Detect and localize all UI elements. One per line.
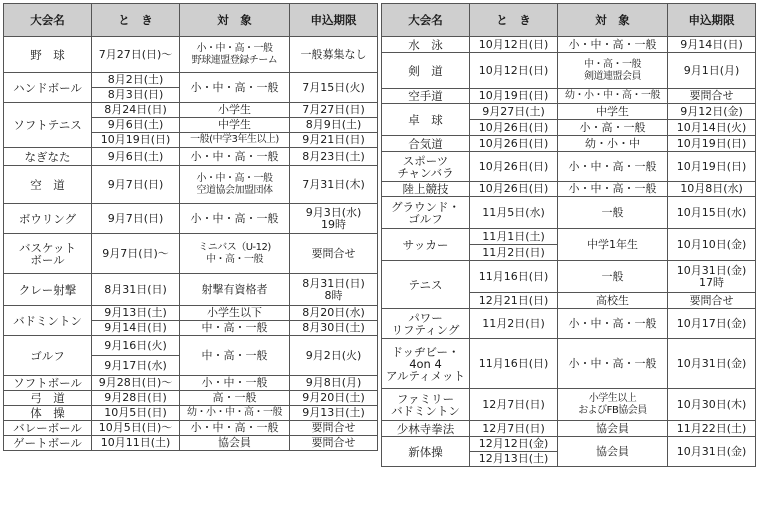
target-cell: 幼・小・中・高・一般 — [180, 406, 290, 421]
schedule-table-right — [381, 3, 756, 467]
deadline-cell: 一般募集なし — [290, 37, 378, 73]
deadline-cell: 9月1日(月) — [668, 53, 756, 89]
table-row — [4, 234, 378, 274]
deadline-cell: 10月8日(水) — [668, 182, 756, 197]
table-row — [382, 421, 756, 437]
deadline-cell: 9月3日(水) 19時 — [290, 204, 378, 234]
date-cell: 9月13日(土) — [92, 306, 180, 321]
target-cell: ミニバス（U-12) 中・高・一般 — [180, 234, 290, 274]
header-event: 大会名 — [4, 4, 92, 37]
table-row — [382, 197, 756, 229]
event-cell: 剣 道 — [382, 53, 470, 89]
event-cell: ボウリング — [4, 204, 92, 234]
table-row — [382, 309, 756, 339]
deadline-cell: 7月27日(日) — [290, 103, 378, 118]
target-cell: 中・高・一般 — [180, 321, 290, 336]
deadline-cell: 9月13日(土) — [290, 406, 378, 421]
date-cell: 11月2日(日) — [470, 245, 558, 261]
deadline-cell: 10月31日(金) — [668, 437, 756, 467]
date-cell: 9月7日(日) — [92, 166, 180, 204]
deadline-cell: 11月22日(土) — [668, 421, 756, 437]
date-cell: 7月27日(日)〜 — [92, 37, 180, 73]
table-row — [4, 391, 378, 406]
date-cell: 12月13日(土) — [470, 452, 558, 467]
deadline-cell: 要問合せ — [668, 89, 756, 104]
target-cell: 協会員 — [558, 421, 668, 437]
table-row — [382, 37, 756, 53]
target-cell: 中・高・一般 剣道連盟会員 — [558, 53, 668, 89]
deadline-cell: 8月23日(土) — [290, 148, 378, 166]
header-deadline: 申込期限 — [290, 4, 378, 37]
date-cell: 12月7日(日) — [470, 421, 558, 437]
deadline-cell: 10月31日(金) — [668, 339, 756, 389]
event-cell: バレーボール — [4, 421, 92, 436]
table-row — [4, 436, 378, 451]
deadline-cell: 9月2日(火) — [290, 336, 378, 376]
target-cell: 幼・小・中 — [558, 136, 668, 152]
table-row — [4, 306, 378, 321]
deadline-cell: 要問合せ — [290, 436, 378, 451]
table-row — [4, 148, 378, 166]
table-row — [382, 89, 756, 104]
event-cell: ゴルフ — [4, 336, 92, 376]
header-row — [382, 4, 756, 37]
date-cell: 8月24日(日) — [92, 103, 180, 118]
date-cell: 10月12日(日) — [470, 53, 558, 89]
table-row — [4, 376, 378, 391]
event-cell: テニス — [382, 261, 470, 309]
event-cell: 弓 道 — [4, 391, 92, 406]
event-cell: 卓 球 — [382, 104, 470, 136]
event-cell: 陸上競技 — [382, 182, 470, 197]
table-row — [382, 437, 756, 452]
table-row — [4, 204, 378, 234]
target-cell: 小学生 — [180, 103, 290, 118]
event-cell: なぎなた — [4, 148, 92, 166]
deadline-cell: 7月15日(火) — [290, 73, 378, 103]
table-body-right — [382, 37, 756, 467]
event-cell: 野 球 — [4, 37, 92, 73]
deadline-cell: 10月31日(金) 17時 — [668, 261, 756, 293]
event-cell: 空 道 — [4, 166, 92, 204]
date-cell: 10月11日(土) — [92, 436, 180, 451]
target-cell: 協会員 — [558, 437, 668, 467]
table-row — [4, 166, 378, 204]
target-cell: 小・中・高・一般 — [558, 182, 668, 197]
event-cell: バドミントン — [4, 306, 92, 336]
target-cell: 中学生 — [180, 118, 290, 133]
deadline-cell: 8月30日(土) — [290, 321, 378, 336]
header-target: 対 象 — [558, 4, 668, 37]
target-cell: 小・中・一般 — [180, 376, 290, 391]
date-cell: 10月12日(日) — [470, 37, 558, 53]
deadline-cell: 8月20日(水) — [290, 306, 378, 321]
target-cell: 小学生以上 およびFB協会員 — [558, 389, 668, 421]
date-cell: 8月2日(土) — [92, 73, 180, 88]
deadline-cell: 9月14日(日) — [668, 37, 756, 53]
target-cell: 一般(中学3年生以上) — [180, 133, 290, 148]
event-cell: クレー射撃 — [4, 274, 92, 306]
event-cell: パワー リフティング — [382, 309, 470, 339]
event-cell: ソフトテニス — [4, 103, 92, 148]
target-cell: 小・中・高・一般 — [558, 339, 668, 389]
table-row — [382, 261, 756, 293]
table-row — [4, 73, 378, 88]
date-cell: 8月3日(日) — [92, 88, 180, 103]
target-cell: 高・一般 — [180, 391, 290, 406]
event-cell: ソフトボール — [4, 376, 92, 391]
target-cell: 中学1年生 — [558, 229, 668, 261]
date-cell: 10月5日(日)〜 — [92, 421, 180, 436]
target-cell: 小・中・高・一般 — [180, 148, 290, 166]
date-cell: 12月12日(金) — [470, 437, 558, 452]
date-cell: 9月7日(日) — [92, 204, 180, 234]
deadline-cell: 要問合せ — [668, 293, 756, 309]
event-cell: スポーツ チャンバラ — [382, 152, 470, 182]
table-row — [4, 37, 378, 73]
date-cell: 9月17日(水) — [92, 356, 180, 376]
event-cell: バスケット ボール — [4, 234, 92, 274]
deadline-cell: 要問合せ — [290, 421, 378, 436]
date-cell: 11月5日(水) — [470, 197, 558, 229]
table-row — [4, 421, 378, 436]
table-row — [382, 53, 756, 89]
header-date: と き — [92, 4, 180, 37]
header-deadline: 申込期限 — [668, 4, 756, 37]
target-cell: 小・中・高・一般 — [180, 421, 290, 436]
event-cell: 合気道 — [382, 136, 470, 152]
date-cell: 9月6日(土) — [92, 118, 180, 133]
table-body-left — [4, 37, 378, 451]
date-cell: 12月7日(日) — [470, 389, 558, 421]
target-cell: 小・中・高・一般 — [180, 73, 290, 103]
target-cell: 射撃有資格者 — [180, 274, 290, 306]
target-cell: 小・中・高・一般 — [180, 204, 290, 234]
target-cell: 中学生 — [558, 104, 668, 120]
date-cell: 11月16日(日) — [470, 261, 558, 293]
target-cell: 小・中・高・一般 — [558, 309, 668, 339]
event-cell: ファミリー バドミントン — [382, 389, 470, 421]
target-cell: 小・中・高・一般 — [558, 152, 668, 182]
date-cell: 11月16日(日) — [470, 339, 558, 389]
target-cell: 小・中・高・一般 野球連盟登録チーム — [180, 37, 290, 73]
date-cell: 9月27日(土) — [470, 104, 558, 120]
target-cell: 幼・小・中・高・一般 — [558, 89, 668, 104]
deadline-cell: 7月31日(木) — [290, 166, 378, 204]
target-cell: 高校生 — [558, 293, 668, 309]
date-cell: 9月6日(土) — [92, 148, 180, 166]
deadline-cell: 9月12日(金) — [668, 104, 756, 120]
table-row — [4, 103, 378, 118]
date-cell: 11月1日(土) — [470, 229, 558, 245]
date-cell: 10月26日(日) — [470, 120, 558, 136]
header-row — [4, 4, 378, 37]
event-cell: 少林寺拳法 — [382, 421, 470, 437]
deadline-cell: 8月31日(日) 8時 — [290, 274, 378, 306]
deadline-cell: 10月17日(金) — [668, 309, 756, 339]
date-cell: 10月19日(日) — [470, 89, 558, 104]
table-row — [382, 152, 756, 182]
date-cell: 8月31日(日) — [92, 274, 180, 306]
date-cell: 9月28日(日) — [92, 391, 180, 406]
event-cell: ハンドボール — [4, 73, 92, 103]
table-row — [4, 336, 378, 356]
event-cell: 水 泳 — [382, 37, 470, 53]
target-cell: 一般 — [558, 261, 668, 293]
date-cell: 11月2日(日) — [470, 309, 558, 339]
target-cell: 中・高・一般 — [180, 336, 290, 376]
date-cell: 10月26日(日) — [470, 136, 558, 152]
date-cell: 9月14日(日) — [92, 321, 180, 336]
date-cell: 9月7日(日)〜 — [92, 234, 180, 274]
schedule-table-left — [3, 3, 378, 451]
event-cell: 空手道 — [382, 89, 470, 104]
table-row — [382, 104, 756, 120]
event-cell: サッカー — [382, 229, 470, 261]
deadline-cell: 9月20日(土) — [290, 391, 378, 406]
event-cell: 新体操 — [382, 437, 470, 467]
deadline-cell: 10月10日(金) — [668, 229, 756, 261]
header-event: 大会名 — [382, 4, 470, 37]
header-date: と き — [470, 4, 558, 37]
date-cell: 10月26日(日) — [470, 182, 558, 197]
deadline-cell: 10月19日(日) — [668, 152, 756, 182]
table-row — [382, 389, 756, 421]
deadline-cell: 要問合せ — [290, 234, 378, 274]
target-cell: 小・中・高・一般 — [558, 37, 668, 53]
event-cell: ドッヂビー・ 4on 4 アルティメット — [382, 339, 470, 389]
target-cell: 一般 — [558, 197, 668, 229]
table-row — [4, 274, 378, 306]
date-cell: 10月19日(日) — [92, 133, 180, 148]
table-row — [382, 136, 756, 152]
target-cell: 小・高・一般 — [558, 120, 668, 136]
date-cell: 12月21日(日) — [470, 293, 558, 309]
date-cell: 9月16日(火) — [92, 336, 180, 356]
deadline-cell: 9月21日(日) — [290, 133, 378, 148]
target-cell: 小・中・高・一般 空道協会加盟団体 — [180, 166, 290, 204]
deadline-cell: 10月19日(日) — [668, 136, 756, 152]
deadline-cell: 8月9日(土) — [290, 118, 378, 133]
target-cell: 小学生以下 — [180, 306, 290, 321]
table-row — [382, 339, 756, 389]
event-cell: ゲートボール — [4, 436, 92, 451]
deadline-cell: 10月14日(火) — [668, 120, 756, 136]
date-cell: 10月5日(日) — [92, 406, 180, 421]
event-cell: グラウンド・ ゴルフ — [382, 197, 470, 229]
header-target: 対 象 — [180, 4, 290, 37]
deadline-cell: 10月30日(木) — [668, 389, 756, 421]
date-cell: 10月26日(日) — [470, 152, 558, 182]
deadline-cell: 9月8日(月) — [290, 376, 378, 391]
date-cell: 9月28日(日)〜 — [92, 376, 180, 391]
table-row — [382, 229, 756, 245]
deadline-cell: 10月15日(水) — [668, 197, 756, 229]
target-cell: 協会員 — [180, 436, 290, 451]
table-row — [4, 406, 378, 421]
event-cell: 体 操 — [4, 406, 92, 421]
table-row — [382, 182, 756, 197]
